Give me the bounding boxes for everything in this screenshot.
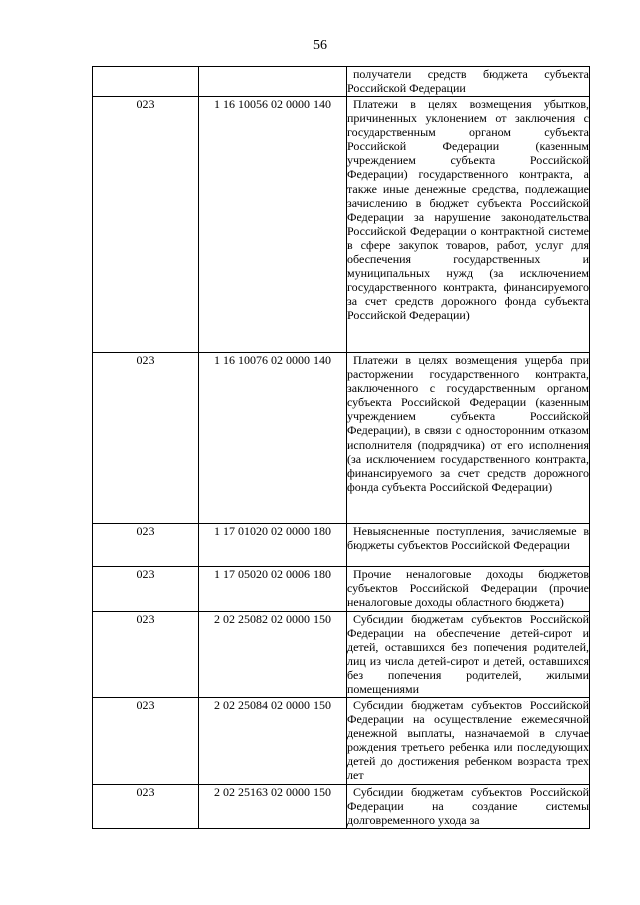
table-row [93, 785, 590, 829]
description-text: получатели средств бюджета субъекта Российской Федерации [347, 67, 589, 96]
admin-code-cell: 023 [93, 353, 199, 524]
table-row [93, 97, 590, 353]
budget-code-cell: 2 02 25084 02 0000 150 [199, 698, 347, 785]
admin-code-cell: 023 [93, 785, 199, 829]
table-row [93, 524, 590, 567]
description-text: Невыясненные поступления, зачисляемые в бюджеты субъектов Российской Федерации [347, 524, 589, 553]
budget-code-cell: 1 16 10076 02 0000 140 [199, 353, 347, 524]
budget-code-cell: 1 17 05020 02 0006 180 [199, 567, 347, 612]
description-cell [347, 785, 590, 829]
admin-code-cell: 023 [93, 698, 199, 785]
description-text: Платежи в целях возмещения ущерба при расторжении государственного контракта, заключенного с государственным органом субъекта Российской Федерации (казенным учреждением субъекта Российской Федерации), в связи с односторонним отказом исполнителя (подрядчика) от его исполнения (за исключением государственного контракта, финансируемого за счет средств дорожного фонда субъекта Российской Федерации) [347, 353, 589, 494]
budget-classification-table [92, 66, 590, 829]
description-text: Платежи в целях возмещения убытков, причиненных уклонением от заключения с государственным органом субъекта Российской Федерации (казенным учреждением субъекта Российской Федерации) государственного контракта, а также иные денежные средства, подлежащие зачислению в бюджет субъекта Российской Федерации за нарушение законодательства Российской Федерации о контрактной системе в сфере закупок товаров, работ, услуг для обеспечения государственных и муниципальных нужд (за исключением государственного контракта, финансируемого за счет средств дорожного фонда субъекта Российской Федерации) [347, 97, 589, 323]
description-cell [347, 97, 590, 353]
description-cell [347, 353, 590, 524]
description-cell [347, 612, 590, 698]
admin-code-cell: 023 [93, 567, 199, 612]
description-text: Субсидии бюджетам субъектов Российской Федерации на создание системы долговременного ухода за [347, 785, 589, 828]
table-row [93, 698, 590, 785]
table-row [93, 567, 590, 612]
budget-code-cell: 2 02 25082 02 0000 150 [199, 612, 347, 698]
description-text: Субсидии бюджетам субъектов Российской Федерации на обеспечение детей-сирот и детей, оставшихся без попечения родителей, лиц из числа детей-сирот и детей, оставшихся без попечения родителей, жилыми помещениями [347, 612, 589, 697]
admin-code-cell [93, 67, 199, 97]
table-row [93, 353, 590, 524]
admin-code-cell: 023 [93, 97, 199, 353]
description-text: Прочие неналоговые доходы бюджетов субъектов Российской Федерации (прочие неналоговые доходы областного бюджета) [347, 567, 589, 610]
budget-code-cell [199, 67, 347, 97]
budget-code-cell: 1 17 01020 02 0000 180 [199, 524, 347, 567]
page-number: 56 [313, 38, 327, 53]
description-text: Субсидии бюджетам субъектов Российской Федерации на осуществление ежемесячной денежной выплаты, назначаемой в случае рождения третьего ребенка или последующих детей до достижения ребенком возраста трех лет [347, 698, 589, 783]
description-cell [347, 524, 590, 567]
table-row [93, 612, 590, 698]
description-cell [347, 567, 590, 612]
description-cell [347, 698, 590, 785]
admin-code-cell: 023 [93, 524, 199, 567]
budget-code-cell: 2 02 25163 02 0000 150 [199, 785, 347, 829]
admin-code-cell: 023 [93, 612, 199, 698]
budget-code-cell: 1 16 10056 02 0000 140 [199, 97, 347, 353]
table-row [93, 67, 590, 97]
description-cell [347, 67, 590, 97]
